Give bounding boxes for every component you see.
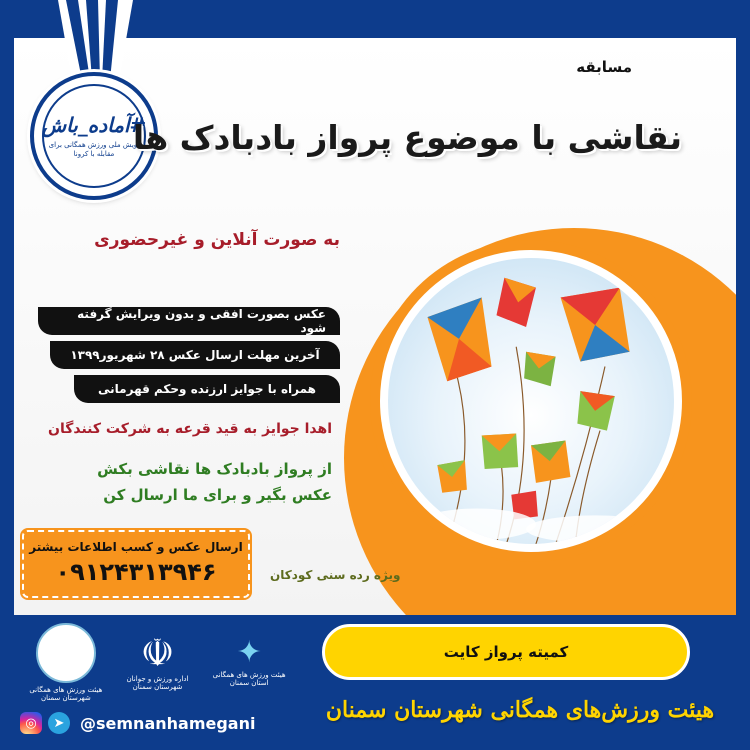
contest-label: مسابقه — [576, 58, 632, 76]
province-board-emblem-icon: ✦ — [236, 634, 262, 670]
kite-illustration — [370, 240, 692, 562]
call-to-action-line-2: عکس بگیر و برای ما ارسال کن — [103, 486, 332, 504]
iran-emblem-icon: ☫ — [140, 630, 175, 675]
online-note: به صورت آنلاین و غیرحضوری — [94, 230, 340, 250]
prize-note: اهدا جوایز به قید قرعه به شرکت کنندگان — [48, 421, 332, 437]
instagram-icon[interactable]: ◎ — [20, 712, 42, 734]
telegram-icon[interactable]: ➤ — [48, 712, 70, 734]
contact-box — [22, 530, 250, 598]
kites-icon — [388, 258, 674, 544]
social-handles — [20, 712, 255, 734]
rule-pill-photo: عکس بصورت افقی و بدون ویرایش گرفته شود — [38, 307, 340, 335]
rule-pill-prizes: همراه با جوایز ارزنده وحکم قهرمانی — [74, 375, 340, 403]
sponsor-logos — [20, 615, 295, 710]
sponsor-logo-ministry — [115, 621, 199, 705]
call-to-action-line-1: از پرواز بادبادک ها نقاشی بکش — [97, 460, 332, 478]
sponsor-logo-province — [207, 621, 291, 705]
sponsor-logo-county — [24, 621, 108, 705]
medal-title: #آماده_باش — [41, 112, 147, 137]
county-board-emblem-icon — [36, 623, 96, 683]
contact-label: ارسال عکس و کسب اطلاعات بیشتر — [29, 540, 243, 554]
rule-pill-deadline: آخرین مهلت ارسال عکس ۲۸ شهریور۱۳۹۹ — [50, 341, 340, 369]
page-title: نقاشی با موضوع پرواز بادبادک ها — [132, 118, 682, 157]
medal-subtitle: پویش ملی ورزش همگانی برای مقابله با کرونا — [48, 140, 140, 158]
organization-name: هیئت ورزش‌های همگانی شهرستان سمنان — [325, 697, 715, 723]
logo-caption: هیئت ورزش های همگانی استان سمنان — [212, 670, 286, 687]
social-handle[interactable]: @semnanhamegani — [80, 713, 256, 733]
committee-badge: کمیته پرواز کایت — [322, 624, 690, 680]
logo-caption: اداره ورزش و جوانان شهرستان سمنان — [126, 674, 189, 691]
age-note: ویژه رده سنی کودکان — [270, 568, 401, 582]
contact-phone[interactable]: ۰۹۱۲۴۳۱۳۹۴۶ — [55, 558, 217, 586]
logo-caption: هیئت ورزش های همگانی شهرستان سمنان — [29, 685, 103, 702]
